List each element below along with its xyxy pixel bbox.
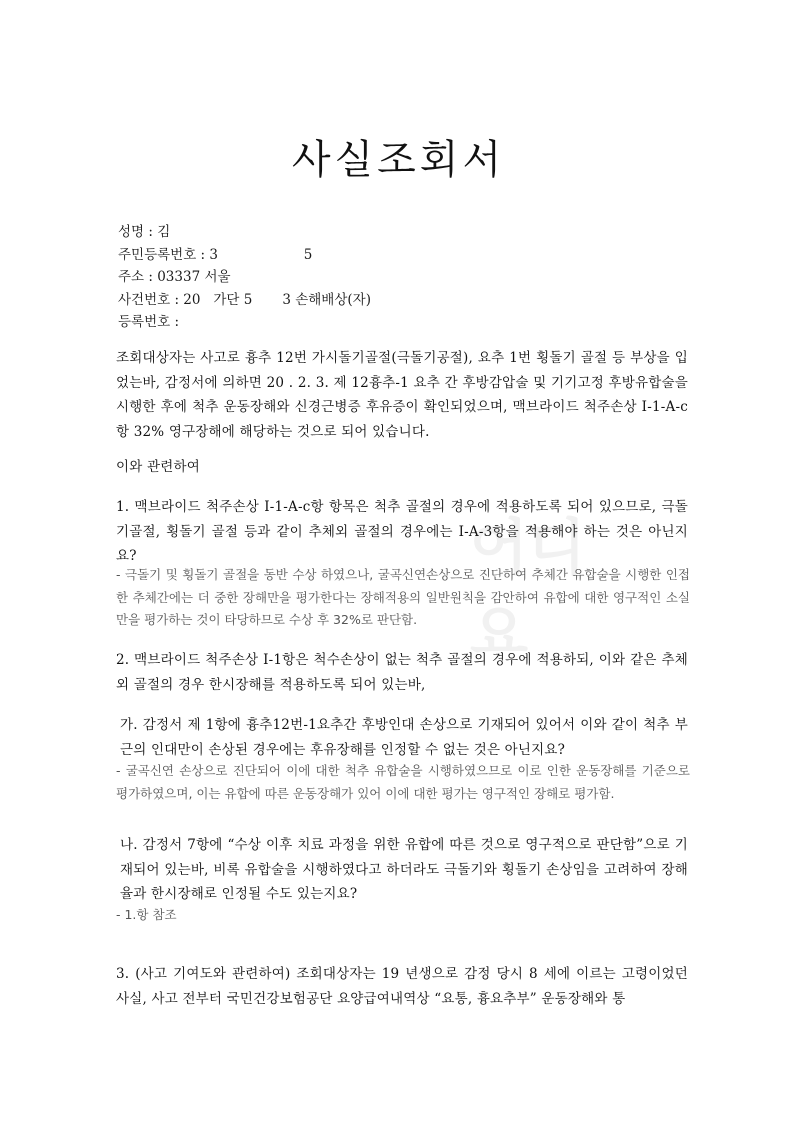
header-name: 성명 : 김 <box>118 224 171 240</box>
related-heading: 이와 관련하여 <box>116 459 200 475</box>
question-2a: 가. 감정서 제 1항에 흉추12번-1요추간 후방인대 손상으로 기재되어 있어서 이와 같이 척추 부근의 인대만이 손상된 경우에는 후유장해를 인정할 수 없는 것은 아닌지요? <box>120 717 688 758</box>
answer-1: - 극돌기 및 횡돌기 골절을 동반 수상 하였으나, 굴곡신연손상으로 진단하여 추체간 유합술을 시행한 인접한 추체간에는 더 중한 장해만을 평가한다는 장해적용의 일반원칙을 감안하여 유합에 대한 영구적인 소실만을 평가하는 것이 타당하므로 수상 후 32%로 판단함. <box>116 567 690 627</box>
header-case-number: 사건번호 : 20 가단 5 3 손해배상(자) <box>118 292 371 308</box>
question-3: 3. (사고 기여도와 관련하여) 조회대상자는 19 년생으로 감정 당시 8 세에 이르는 고령이었던 사실, 사고 전부터 국민건강보험공단 요양급여내역상 “요통, 흉요추부” 운동장해와 통 <box>116 966 688 1007</box>
header-resident-number: 주민등록번호 : 3 5 <box>118 247 313 263</box>
question-2: 2. 맥브라이드 척주손상 I-1항은 척수손상이 없는 척추 골절의 경우에 적용하되, 이와 같은 추체외 골절의 경우 한시장해를 적용하도록 되어 있는바, <box>116 652 688 693</box>
header-registration-number: 등록번호 : <box>118 314 180 330</box>
intro-paragraph: 조회대상자는 사고로 흉추 12번 가시돌기골절(극돌기공절), 요추 1번 횡돌기 골절 등 부상을 입었는바, 감정서에 의하면 20 . 2. 3. 제 12흉추-1 요추 간 후방감압술 및 기기고정 후방유합술을 시행한 후에 척추 운동장해와 신경근병증 후유증이 확인되었으며, 맥브라이드 척주손상 I-1-A-c항 32% 영구장해에 해당하는 것으로 되어 있습니다. <box>116 350 688 440</box>
question-1: 1. 맥브라이드 척주손상 I-1-A-c항 항목은 척추 골절의 경우에 적용하도록 되어 있으므로, 극돌기골절, 횡돌기 골절 등과 같이 추체외 골절의 경우에는 I-A-3항을 적용해야 하는 것은 아닌지요? <box>116 499 688 564</box>
header-address: 주소 : 03337 서울 <box>118 269 231 285</box>
answer-2a: - 굴곡신연 손상으로 진단되어 이에 대한 척추 유합술을 시행하였으므로 이로 인한 운동장해를 기준으로 평가하였으며, 이는 유합에 따른 운동장해가 있어 이에 대한 평가는 영구적인 장해로 평가함. <box>116 763 690 801</box>
answer-2b: - 1.항 참조 <box>116 907 177 922</box>
document-title: 사실조회서 <box>291 137 506 183</box>
faint-watermark: 어디요 <box>470 513 586 669</box>
question-2b: 나. 감정서 7항에 “수상 이후 치료 과정을 위한 유합에 따른 것으로 영구적으로 판단함”으로 기재되어 있는바, 비록 유합술을 시행하였다고 하더라도 극돌기와 횡돌기 손상임을 고려하여 장해율과 한시장해로 인정될 수도 있는지요? <box>120 837 688 902</box>
